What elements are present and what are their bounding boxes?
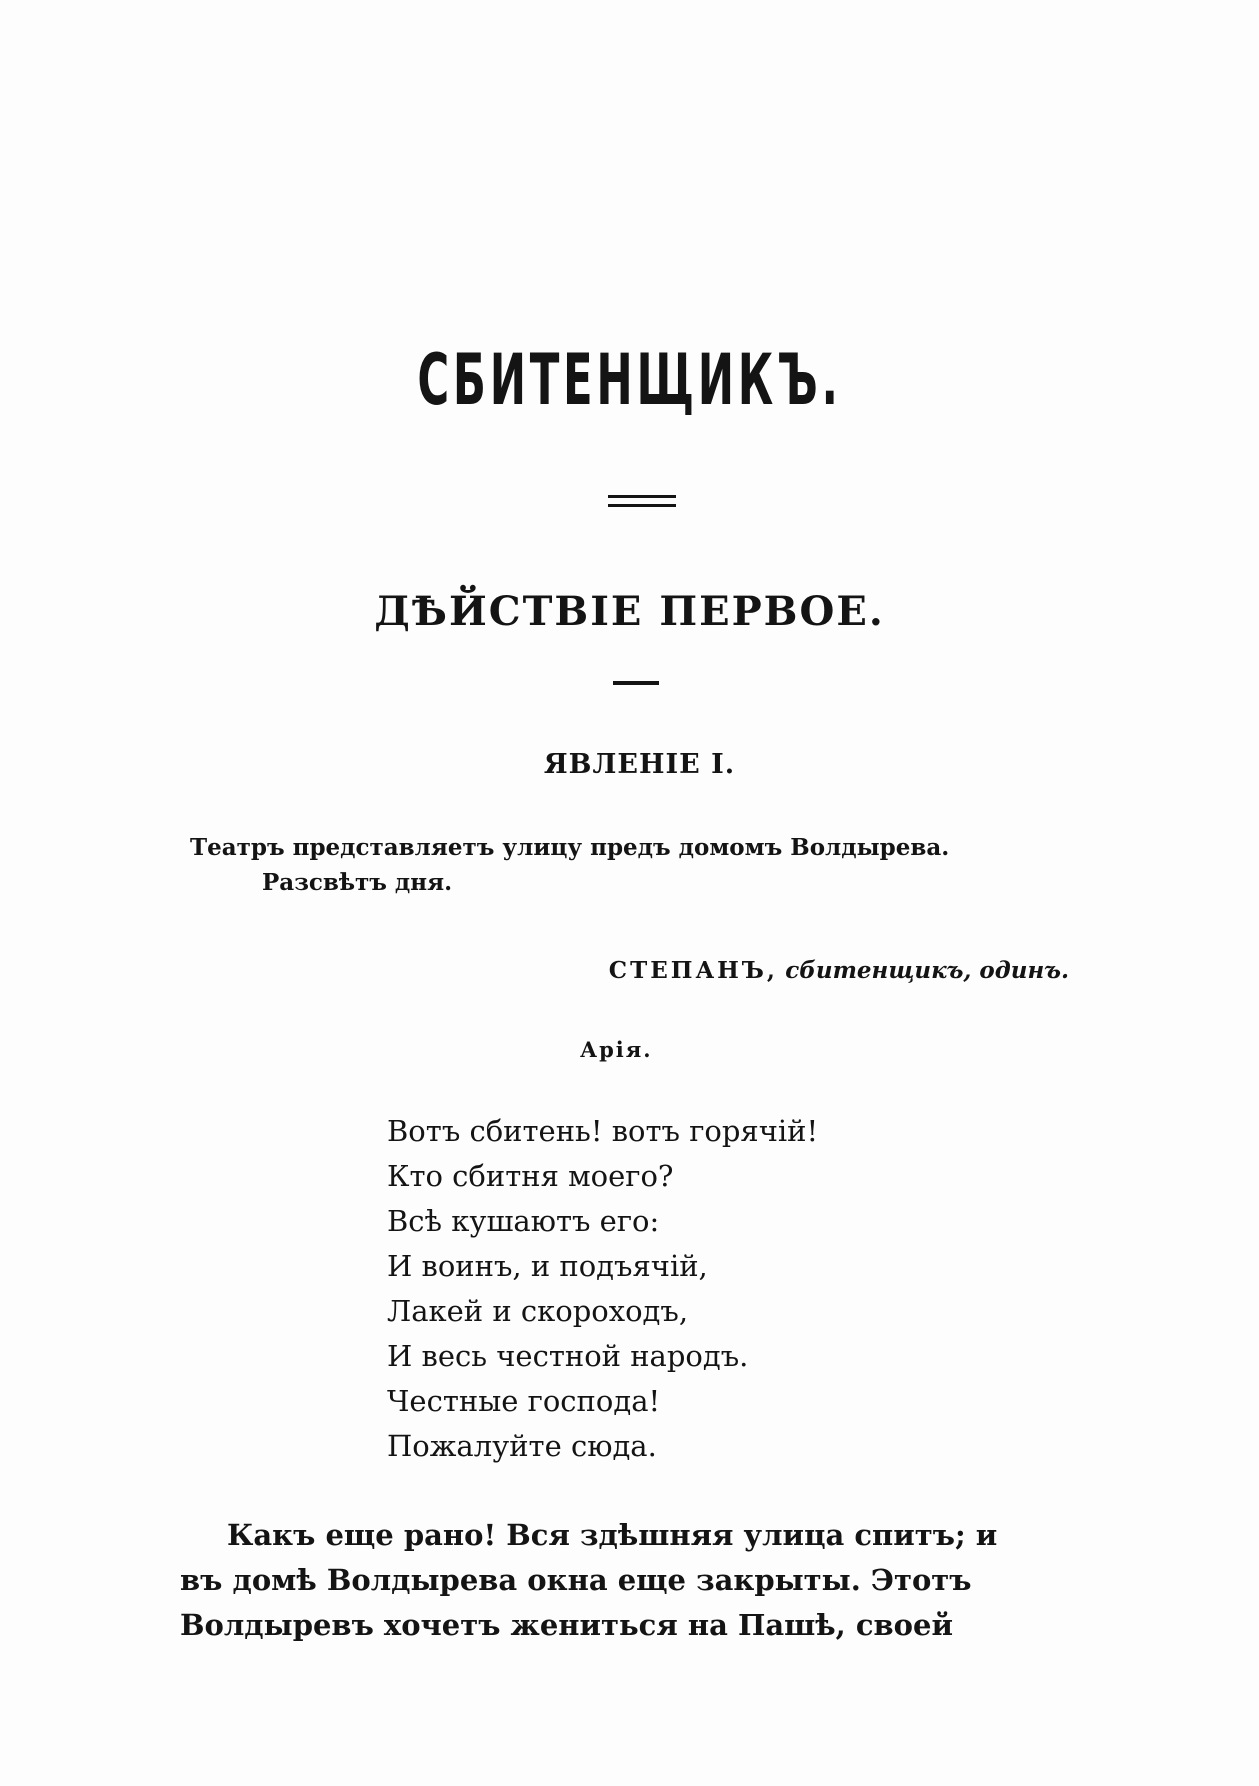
verse-line: Вотъ сбитень! вотъ горячій! xyxy=(387,1114,819,1148)
aria-verse xyxy=(387,1109,818,1469)
act-heading: ДѢЙСТВІЕ ПЕРВОЕ. xyxy=(374,588,885,635)
single-rule-divider xyxy=(613,681,659,685)
prose-line: Волдыревъ хочетъ жениться на Пашѣ, своей xyxy=(180,1608,953,1642)
prose-paragraph xyxy=(180,1513,1060,1648)
stage-direction xyxy=(190,830,1090,900)
stage-direction-line-2: Разсвѣтъ дня. xyxy=(262,869,453,896)
prose-line: въ домѣ Волдырева окна еще закрыты. Этотъ xyxy=(180,1563,972,1597)
scene-heading: ЯВЛЕНІЕ I. xyxy=(543,749,736,780)
verse-line: И весь честной народъ. xyxy=(387,1339,749,1373)
verse-line: Лакей и скороходъ, xyxy=(387,1294,689,1328)
aria-label: Арія. xyxy=(580,1037,653,1062)
verse-line: И воинъ, и подъячій, xyxy=(387,1249,708,1283)
stage-direction-line-1: Театръ представляетъ улицу предъ домомъ Волдырева. xyxy=(190,834,950,861)
verse-line: Всѣ кушаютъ его: xyxy=(387,1204,660,1238)
verse-line: Честные господа! xyxy=(387,1384,661,1418)
verse-line: Кто сбитня моего? xyxy=(387,1159,674,1193)
character-role: сбитенщикъ, одинъ. xyxy=(785,957,1069,984)
character-name: СТЕПАНЪ, xyxy=(608,957,778,984)
verse-line: Пожалуйте сюда. xyxy=(387,1429,657,1463)
double-rule-divider xyxy=(608,495,676,507)
play-title: СБИТЕНЩИКЪ. xyxy=(417,339,842,421)
prose-line: Какъ еще рано! Вся здѣшняя улица спитъ; и xyxy=(227,1518,998,1552)
character-cue xyxy=(609,955,1069,987)
